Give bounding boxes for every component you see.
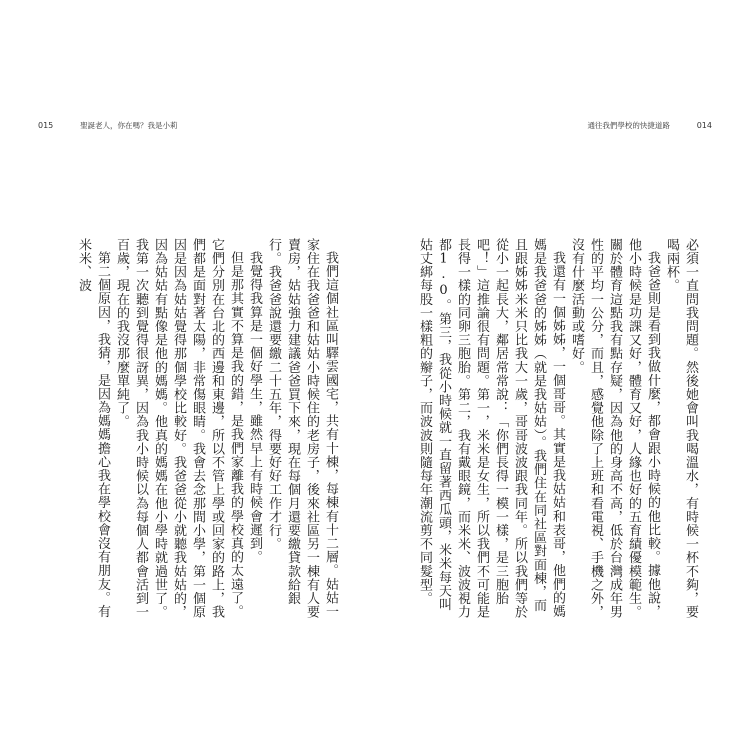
left-paragraph: 我覺得我算是一個好學生，雖然早上有時候會遲到。 (247, 251, 262, 564)
right-paragraph: 我還有一個姊姊，一個哥哥。其實是我姑姑和表哥，他們的媽媽是我爸爸的姊姊（就是我姑姑）。我們住在同社區對面棟，而且跟姊姊米米只比我大一歲，哥哥波波跟我同年。所以我們等於從小一起長大，鄰居常常說：「你們長得一模一樣，是三胞胎吧！」這推論很有問題。第一，米米是女生，所以我們不可能是長得一樣的同卵三胞胎。第二，我有戴眼鏡，而米米、波波視力都1.0。第三，我從小時候就一直留著西瓜頭，米米每天叫姑丈綁每股一樣粗的辮子，而波波則隨每年潮流剪不同髮型。 (417, 238, 565, 619)
right-paragraph: 必須一直問我問題。然後她會叫我喝溫水，有時候一杯不夠，要喝兩杯。 (664, 238, 698, 619)
left-paragraph: 第二個原因，我猜，是因為媽媽擔心我在學校會沒有朋友。有米米、波 (76, 238, 110, 619)
right-page-number: 014 (696, 121, 712, 130)
left-paragraph: 但是那其實不算是我的錯，是我們家離我的學校真的太遠了。它們分別在台北的西邊和東邊，所以不管上學或回家的路上，我們都是面對著太陽，非常傷眼睛。我會去念那間小學，第一個原因是因為姑姑覺得那個學校比較好。我爸爸從小就聽我姑姑的，因為姑姑有點像是他的媽媽。他真的媽媽在他小學時就過世了。我第一次聽到覺得很訝異，因為我小時候以為每個人都會活到一百歲，現在的我沒那麼單純了。 (114, 238, 243, 619)
right-running-title: 通往我們學校的快捷道路 (587, 121, 670, 130)
left-page-body (50, 238, 340, 620)
left-page-number: 015 (38, 121, 54, 130)
right-page-header (587, 121, 712, 131)
right-paragraph: 我爸爸則是看到我做什麼，都會跟小時候的他比較。據他說，他小時候是功課又好，體育又好，人緣也好的五育績優模範生。關於體育這點我有點存疑，因為他的身高不高，低於台灣成年男性的平均一公分，而且，感覺他除了上班和看電視、手機之外，沒有什麼活動或嗜好。 (569, 238, 660, 619)
right-page (375, 0, 750, 750)
left-running-title: 聖誕老人，你在嗎？我是小莉 (80, 121, 178, 130)
right-page-body (410, 238, 700, 620)
left-page-header (38, 121, 178, 131)
left-paragraph: 我們這個社區叫驛雲國宅，共有十棟，每棟有十二層。姑姑一家住在我爸爸和姑姑小時候住的老房子，後來社區另一棟有人要賣房，姑姑強力建議爸爸買下來，現在每個月還要繳貸款給銀行。我爸爸說還要繳二十五年，得要好好工作才行。 (266, 238, 338, 619)
